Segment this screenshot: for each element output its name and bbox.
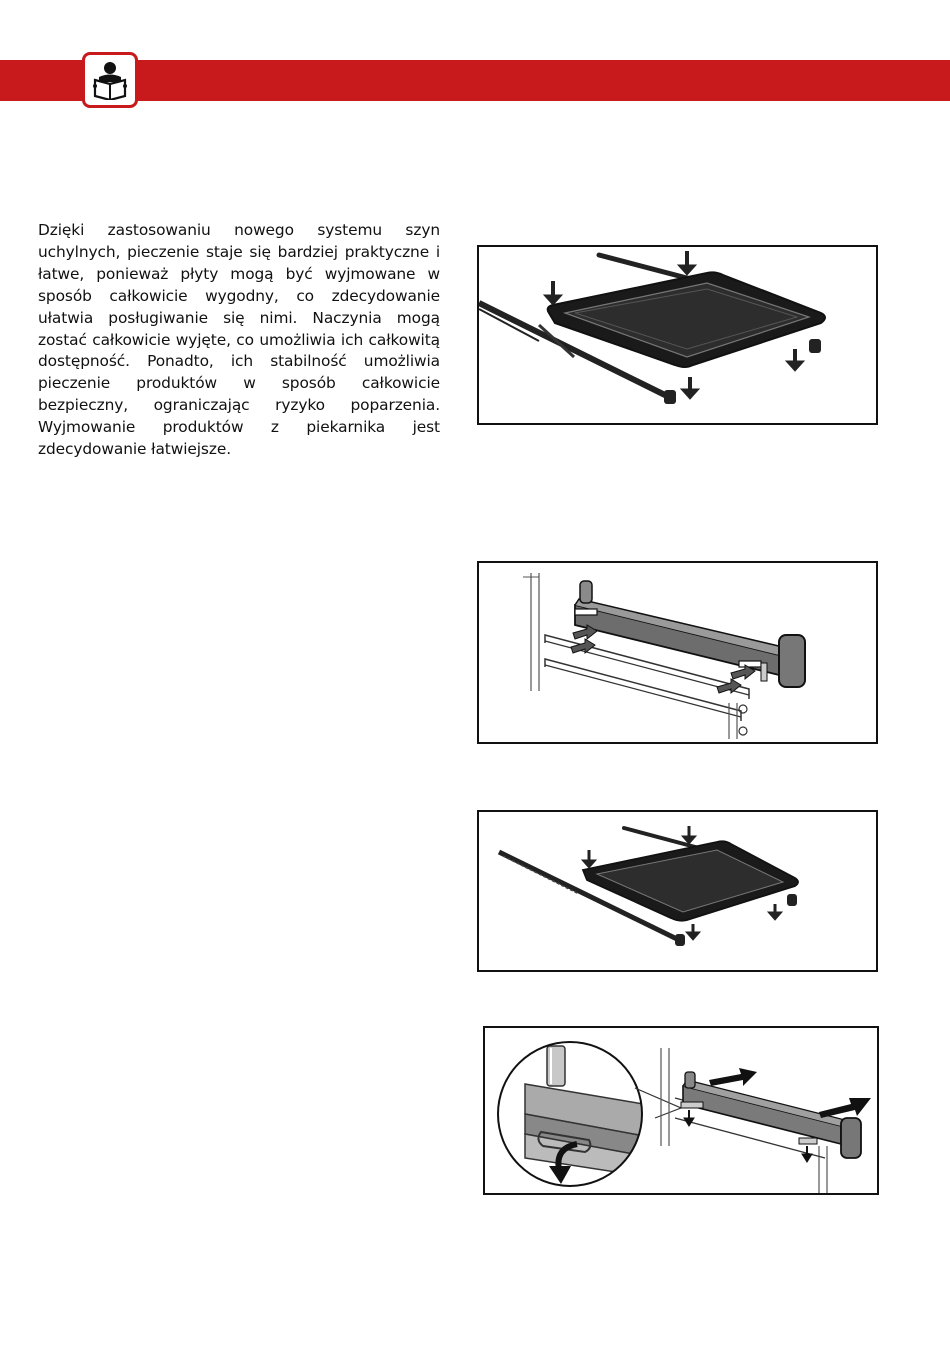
figure-tray-on-rails-small [477, 810, 878, 972]
baking-tray-on-rails-icon [479, 247, 876, 423]
telescopic-rail-mounting-icon [479, 563, 876, 742]
baking-tray-on-rails-icon [479, 812, 876, 970]
instruction-paragraph: Dzięki zastosowaniu nowego systemu szyn uchylnych, pieczenie staje się bardziej praktyczne i łatwe, ponieważ płyty mogą być wyjmowane w sposób całkowicie wygodny, co zdecydowanie ułatwia posługiwanie się nimi. Naczynia mogą zostać całkowicie wyjęte, co umożliwia ich całkowitą dostępność. Ponadto, ich stabilność umożliwia pieczenie produktów w sposób całkowicie bezpieczny, ograniczając ryzyko poparzenia. Wyjmowanie produktów z piekarnika jest zdecydowanie łatwiejsze. [38, 221, 440, 459]
rail-removal-detail-icon [485, 1028, 877, 1193]
header-bar [0, 60, 950, 101]
reading-manual-icon [82, 52, 138, 108]
figure-tray-on-rails [477, 245, 878, 425]
figure-rail-mounting [477, 561, 878, 744]
figure-rail-removal [483, 1026, 879, 1195]
